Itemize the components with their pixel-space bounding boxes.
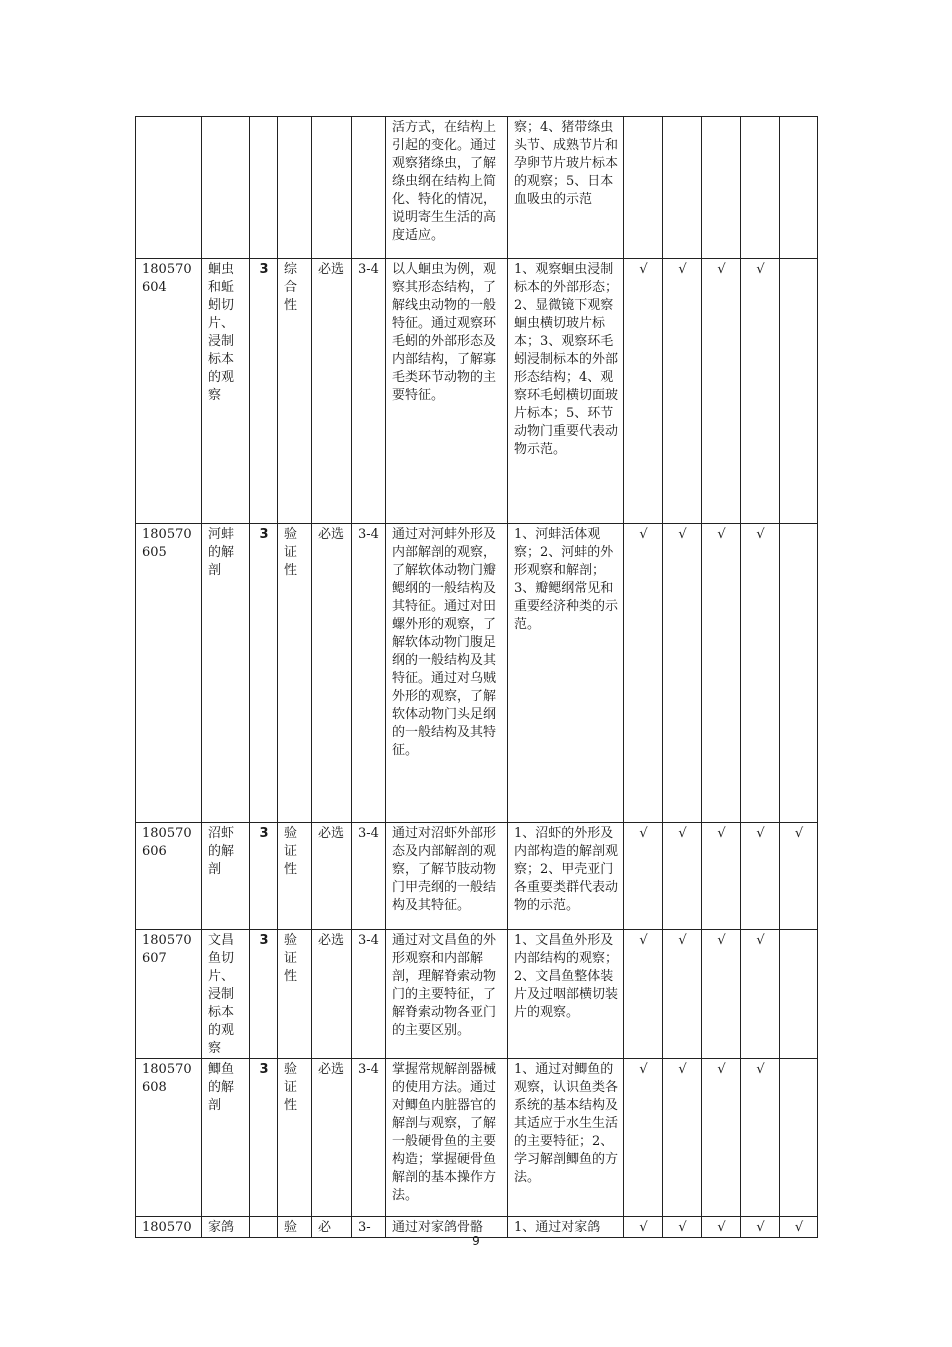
- table-row: [136, 930, 818, 1059]
- row-credits-cell: 3: [250, 259, 278, 524]
- row-semester-cell: 3-: [352, 1217, 386, 1238]
- row-credits-cell: 3: [250, 524, 278, 823]
- row-objective-cell: 通过对家鸽骨骼: [386, 1217, 508, 1238]
- row-check-mark: √: [624, 1217, 663, 1238]
- row-check-mark: √: [663, 259, 702, 524]
- row-semester-cell: 3-4: [352, 823, 386, 930]
- row-check-mark: [741, 117, 780, 259]
- row-type-cell: 验: [278, 1217, 312, 1238]
- row-check-mark: [780, 524, 818, 823]
- row-name-cell: 河蚌的解剖: [202, 524, 250, 823]
- row-check-mark: √: [624, 930, 663, 1059]
- row-semester-cell: 3-4: [352, 524, 386, 823]
- row-content-cell: 察；4、猪带绦虫头节、成熟节片和孕卵节片玻片标本的观察；5、日本血吸虫的示范: [508, 117, 624, 259]
- row-content-cell: 1、文昌鱼外形及内部结构的观察；2、文昌鱼整体装片及过咽部横切装片的观察。: [508, 930, 624, 1059]
- table-row: [136, 1059, 818, 1217]
- row-check-mark: [624, 117, 663, 259]
- row-code-cell: [136, 117, 202, 259]
- row-code-cell: 180570608: [136, 1059, 202, 1217]
- row-required-cell: 必选: [312, 930, 352, 1059]
- row-name-cell: [202, 117, 250, 259]
- row-required-cell: [312, 117, 352, 259]
- row-code-cell: 180570605: [136, 524, 202, 823]
- row-objective-cell: 通过对河蚌外形及内部解剖的观察，了解软体动物门瓣鳃纲的一般结构及其特征。通过对田螺外形的观察，了解软体动物门腹足纲的一般结构及其特征。通过对乌贼外形的观察，了解软体动物门头足纲的一般结构及其特征。: [386, 524, 508, 823]
- row-credits-cell: 3: [250, 1059, 278, 1217]
- row-check-mark: √: [663, 930, 702, 1059]
- row-semester-cell: 3-4: [352, 1059, 386, 1217]
- row-type-cell: 验证性: [278, 823, 312, 930]
- row-check-mark: √: [741, 823, 780, 930]
- row-type-cell: 验证性: [278, 1059, 312, 1217]
- page-number: 9: [472, 1234, 480, 1248]
- row-check-mark: √: [741, 1217, 780, 1238]
- row-check-mark: √: [702, 930, 741, 1059]
- row-semester-cell: 3-4: [352, 930, 386, 1059]
- row-name-cell: 鲫鱼的解剖: [202, 1059, 250, 1217]
- row-type-cell: 综合性: [278, 259, 312, 524]
- row-check-mark: [780, 930, 818, 1059]
- row-code-cell: 180570606: [136, 823, 202, 930]
- row-objective-cell: 通过对沼虾外部形态及内部解剖的观察，了解节肢动物门甲壳纲的一般结构及其特征。: [386, 823, 508, 930]
- row-name-cell: 家鸽: [202, 1217, 250, 1238]
- row-required-cell: 必: [312, 1217, 352, 1238]
- experiment-table: [135, 116, 818, 1238]
- row-code-cell: 180570604: [136, 259, 202, 524]
- row-required-cell: 必选: [312, 1059, 352, 1217]
- row-objective-cell: 以人蛔虫为例，观察其形态结构，了解线虫动物的一般特征。通过观察环毛蚓的外部形态及内部结构，了解寡毛类环节动物的主要特征。: [386, 259, 508, 524]
- row-name-cell: 蛔虫和蚯蚓切片、浸制标本的观察: [202, 259, 250, 524]
- table-body: [136, 117, 818, 1238]
- row-content-cell: 1、通过对家鸽: [508, 1217, 624, 1238]
- row-semester-cell: 3-4: [352, 259, 386, 524]
- row-check-mark: √: [780, 1217, 818, 1238]
- row-check-mark: [702, 117, 741, 259]
- table-row: [136, 117, 818, 259]
- row-check-mark: √: [702, 823, 741, 930]
- row-type-cell: 验证性: [278, 524, 312, 823]
- row-check-mark: [663, 117, 702, 259]
- row-name-cell: 文昌鱼切片、浸制标本的观察: [202, 930, 250, 1059]
- row-check-mark: √: [702, 1217, 741, 1238]
- row-credits-cell: 3: [250, 823, 278, 930]
- row-check-mark: [780, 1059, 818, 1217]
- row-objective-cell: 通过对文昌鱼的外形观察和内部解剖，理解脊索动物门的主要特征，了解脊索动物各亚门的主要区别。: [386, 930, 508, 1059]
- row-name-cell: 沼虾的解剖: [202, 823, 250, 930]
- row-check-mark: √: [702, 259, 741, 524]
- row-required-cell: 必选: [312, 259, 352, 524]
- row-check-mark: √: [663, 1217, 702, 1238]
- row-check-mark: [780, 117, 818, 259]
- row-content-cell: 1、观察蛔虫浸制标本的外部形态；2、显微镜下观察蛔虫横切玻片标本；3、观察环毛蚓浸制标本的外部形态结构；4、观察环毛蚓横切面玻片标本；5、环节动物门重要代表动物示范。: [508, 259, 624, 524]
- table-row: [136, 823, 818, 930]
- row-content-cell: 1、通过对鲫鱼的观察，认识鱼类各系统的基本结构及其适应于水生生活的主要特征；2、学习解剖鲫鱼的方法。: [508, 1059, 624, 1217]
- row-required-cell: 必选: [312, 524, 352, 823]
- row-check-mark: √: [624, 259, 663, 524]
- row-check-mark: √: [702, 1059, 741, 1217]
- row-check-mark: √: [624, 524, 663, 823]
- row-check-mark: √: [702, 524, 741, 823]
- table-row: [136, 259, 818, 524]
- row-objective-cell: 活方式，在结构上引起的变化。通过观察猪绦虫，了解绦虫纲在结构上简化、特化的情况，说明寄生生活的高度适应。: [386, 117, 508, 259]
- row-content-cell: 1、沼虾的外形及内部构造的解剖观察；2、甲壳亚门各重要类群代表动物的示范。: [508, 823, 624, 930]
- row-type-cell: 验证性: [278, 930, 312, 1059]
- row-credits-cell: [250, 117, 278, 259]
- row-check-mark: [780, 259, 818, 524]
- row-check-mark: √: [741, 524, 780, 823]
- row-required-cell: 必选: [312, 823, 352, 930]
- row-check-mark: √: [741, 930, 780, 1059]
- row-code-cell: 180570: [136, 1217, 202, 1238]
- row-check-mark: √: [741, 259, 780, 524]
- row-check-mark: √: [624, 1059, 663, 1217]
- row-check-mark: √: [741, 1059, 780, 1217]
- row-code-cell: 180570607: [136, 930, 202, 1059]
- row-semester-cell: [352, 117, 386, 259]
- row-check-mark: √: [780, 823, 818, 930]
- table-row: [136, 524, 818, 823]
- row-check-mark: √: [663, 1059, 702, 1217]
- row-content-cell: 1、河蚌活体观察；2、河蚌的外形观察和解剖；3、瓣鳃纲常见和重要经济种类的示范。: [508, 524, 624, 823]
- row-check-mark: √: [663, 524, 702, 823]
- row-type-cell: [278, 117, 312, 259]
- row-check-mark: √: [624, 823, 663, 930]
- row-check-mark: √: [663, 823, 702, 930]
- row-credits-cell: 3: [250, 930, 278, 1059]
- row-objective-cell: 掌握常规解剖器械的使用方法。通过对鲫鱼内脏器官的解剖与观察，了解一般硬骨鱼的主要构造；掌握硬骨鱼解剖的基本操作方法。: [386, 1059, 508, 1217]
